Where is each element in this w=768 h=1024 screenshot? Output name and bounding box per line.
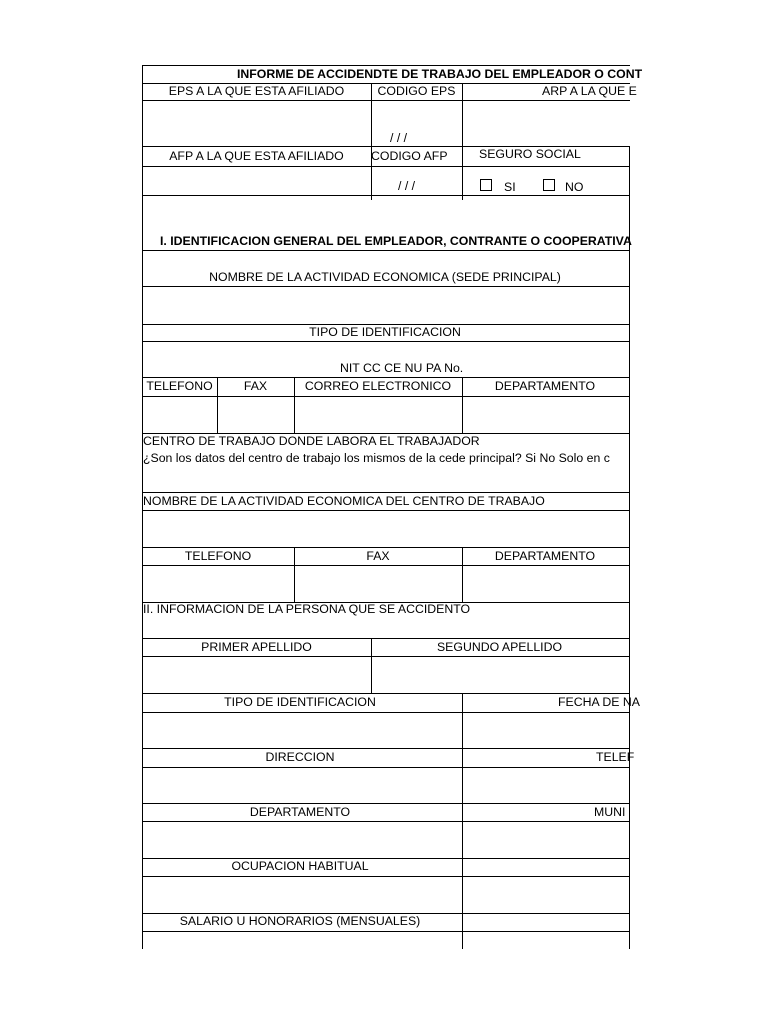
codigo-eps-label: CODIGO EPS — [377, 84, 456, 98]
arp-label: ARP A LA QUE E — [542, 84, 637, 98]
salario-label: SALARIO U HONORARIOS (MENSUALES) — [179, 914, 421, 928]
afp-date-field[interactable]: / / / — [398, 179, 416, 193]
actividad-centro-label: NOMBRE DE LA ACTIVIDAD ECONOMICA DEL CENTRO DE TRABAJO — [143, 494, 545, 508]
tipo-id2-label: TIPO DE IDENTIFICACION — [224, 695, 376, 709]
id-types: NIT CC CE NU PA No. — [340, 361, 464, 375]
seguro-social-label: SEGURO SOCIAL — [479, 147, 581, 161]
fax-label: FAX — [243, 379, 268, 393]
direccion-input[interactable] — [143, 768, 462, 803]
row-line — [142, 377, 630, 378]
centro-question: ¿Son los datos del centro de trabajo los mismos de la cede principal? Si No Solo en c — [143, 451, 610, 465]
codigo-eps-input[interactable] — [372, 101, 462, 146]
fecha-label: FECHA DE NA — [558, 695, 640, 709]
afp-label: AFP A LA QUE ESTA AFILIADO — [169, 149, 344, 163]
form-title: INFORME DE ACCIDENDTE DE TRABAJO DEL EMPLEADOR O CONT — [237, 67, 643, 81]
actividad-input[interactable] — [143, 287, 629, 324]
row-line — [142, 712, 630, 713]
si-checkbox[interactable] — [480, 179, 492, 191]
departamento3-label: DEPARTAMENTO — [249, 805, 351, 819]
actividad-centro-input[interactable] — [143, 511, 629, 547]
telefono2-label: TELEFONO — [184, 549, 252, 563]
centro-trabajo-label: CENTRO DE TRABAJO DONDE LABORA EL TRABAJADOR — [143, 434, 480, 448]
row-line — [142, 250, 630, 251]
accident-report-form — [142, 65, 643, 949]
codigo-afp-label: CODIGO AFP — [371, 149, 448, 163]
segundo-apellido-label: SEGUNDO APELLIDO — [436, 640, 563, 654]
eps-label: EPS A LA QUE ESTA AFILIADO — [168, 84, 345, 98]
section2-title: II. INFORMACION DE LA PERSONA QUE SE ACCIDENTO — [143, 602, 471, 616]
departamento-label: DEPARTAMENTO — [494, 379, 596, 393]
telefono-input[interactable] — [143, 397, 217, 433]
arp-input[interactable] — [463, 101, 629, 146]
row-line — [142, 341, 630, 342]
actividad-label: NOMBRE DE LA ACTIVIDAD ECONOMICA (SEDE PRINCIPAL) — [209, 270, 561, 284]
row-line — [142, 821, 630, 822]
si-label: SI — [504, 180, 516, 194]
row-line — [142, 803, 630, 804]
fax2-label: FAX — [366, 549, 390, 563]
direccion-label: DIRECCION — [265, 750, 335, 764]
primer-apellido-input[interactable] — [143, 657, 371, 693]
tipo-id-label: TIPO DE IDENTIFICACION — [309, 325, 461, 339]
row-line — [142, 931, 630, 932]
no-checkbox[interactable] — [543, 179, 555, 191]
row-line — [142, 547, 630, 548]
section1-title: I. IDENTIFICACION GENERAL DEL EMPLEADOR, CONTRANTE O COOPERATIVA — [160, 234, 632, 248]
departamento-input[interactable] — [463, 397, 629, 433]
ocupacion-input[interactable] — [143, 877, 462, 913]
segundo-apellido-input[interactable] — [372, 657, 629, 693]
municipio-label: MUNI — [594, 805, 626, 819]
eps-date-field[interactable]: / / / — [390, 131, 408, 145]
row-line — [142, 638, 630, 639]
afp-input[interactable] — [143, 167, 371, 195]
correo-label: CORREO ELECTRONICO — [304, 379, 452, 393]
row-line — [142, 693, 630, 694]
row-line — [142, 195, 630, 196]
form-top-border — [142, 65, 630, 66]
row-line — [142, 565, 630, 566]
fax-input[interactable] — [218, 397, 294, 433]
ocupacion-label: OCUPACION HABITUAL — [231, 859, 369, 873]
row-line — [142, 748, 630, 749]
primer-apellido-label: PRIMER APELLIDO — [201, 640, 312, 654]
telefono-label: TELEFONO — [146, 379, 213, 393]
telef-label: TELEF — [596, 750, 635, 764]
correo-input[interactable] — [295, 397, 462, 433]
column-line — [462, 693, 463, 949]
eps-input[interactable] — [143, 101, 371, 146]
row-line — [142, 492, 630, 493]
departamento2-label: DEPARTAMENTO — [494, 549, 596, 563]
no-label: NO — [565, 180, 584, 194]
